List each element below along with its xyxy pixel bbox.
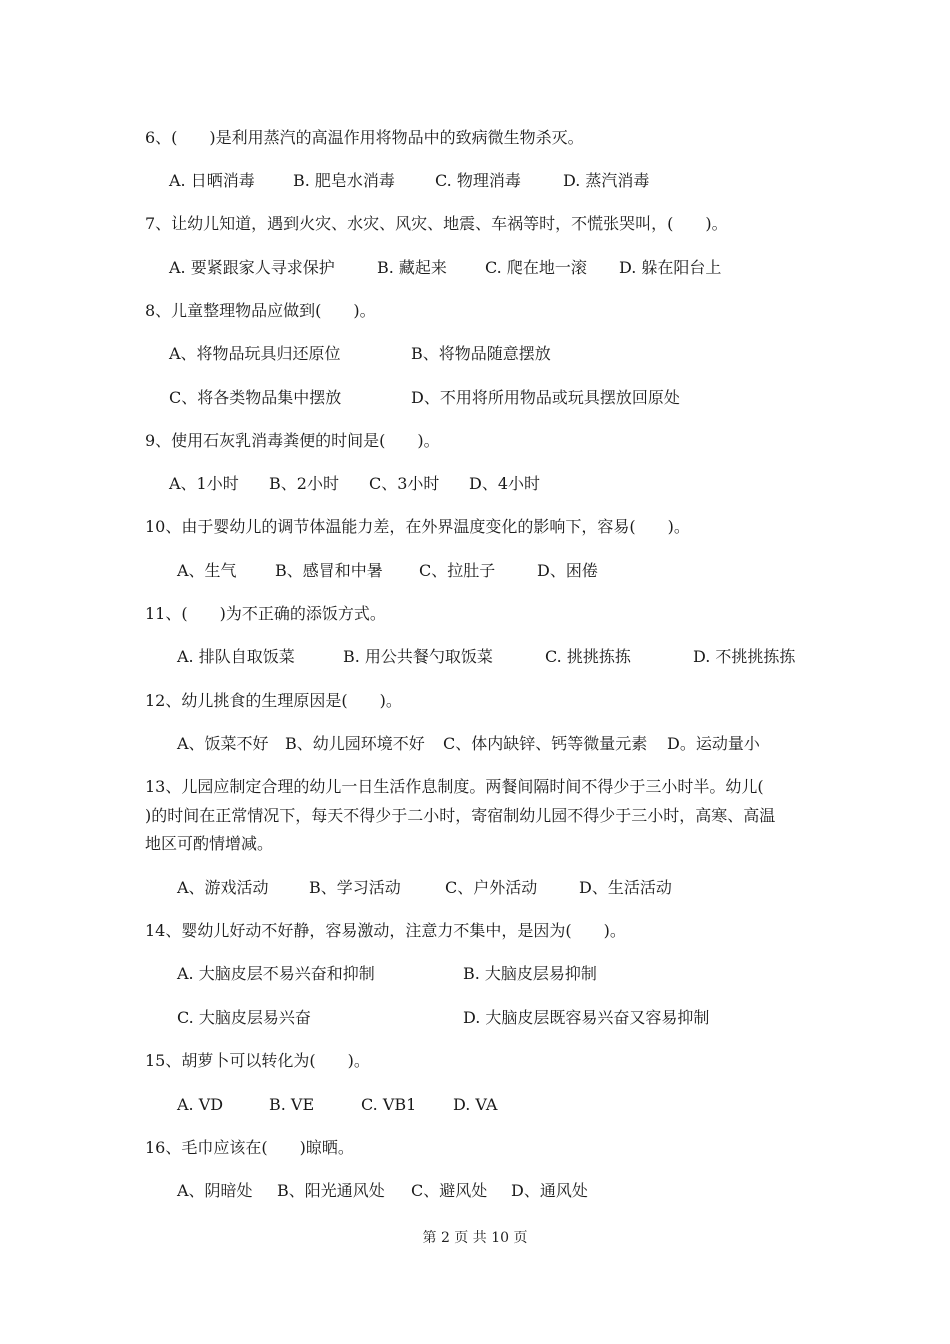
option-c: C. 物理消毒 [435,171,521,190]
option-c: C、避风处 [411,1181,488,1200]
option-a: A. 要紧跟家人寻求保护 [169,258,335,277]
option-b: B、将物品随意摆放 [411,344,551,363]
option-c: C、体内缺锌、钙等微量元素 [443,734,648,753]
option-a: A、1小时 [169,474,239,493]
option-a: A. 日晒消毒 [169,171,255,190]
question-16: 16、毛巾应该在( )晾晒。 [145,1138,354,1157]
question-6: 6、( )是利用蒸汽的高温作用将物品中的致病微生物杀灭。 [145,128,584,147]
option-b: B. 大脑皮层易抑制 [463,964,597,983]
option-b: B. 肥皂水消毒 [293,171,395,190]
option-d: D. 躲在阳台上 [619,258,722,277]
option-d: D、困倦 [537,561,598,580]
option-c: C. 大脑皮层易兴奋 [177,1008,311,1027]
page-footer: 第 2 页 共 10 页 [422,1230,528,1246]
option-a: A、生气 [177,561,237,580]
option-a: A. VD [177,1095,224,1114]
option-a: A、阴暗处 [177,1181,253,1200]
option-a: A、游戏活动 [177,878,269,897]
option-c: C. 挑挑拣拣 [545,647,631,666]
question-7: 7、让幼儿知道，遇到火灾、水灾、风灾、地震、车祸等时，不慌张哭叫，( )。 [145,214,728,233]
option-d: D、通风处 [511,1181,588,1200]
option-a: A、饭菜不好 [177,734,269,753]
option-d: D. 蒸汽消毒 [563,171,650,190]
option-d: D. 大脑皮层既容易兴奋又容易抑制 [463,1008,710,1027]
option-d: D、生活活动 [579,878,672,897]
option-b: B、感冒和中暑 [275,561,383,580]
option-c: C、3小时 [369,474,440,493]
option-c: C. 爬在地一滚 [485,258,587,277]
option-d: D。运动量小 [667,734,760,753]
option-d: D、不用将所用物品或玩具摆放回原处 [411,388,680,407]
question-13-line-3: 地区可酌情增减。 [145,834,274,853]
option-b: B. 藏起来 [377,258,447,277]
option-d: D. 不挑挑拣拣 [693,647,796,666]
question-13-line-1: 13、儿园应制定合理的幼儿一日生活作息制度。两餐间隔时间不得少于三小时半。幼儿( [145,777,764,796]
option-d: D、4小时 [469,474,541,493]
option-c: C、户外活动 [445,878,538,897]
question-15: 15、胡萝卜可以转化为( )。 [145,1051,370,1070]
option-b: B、学习活动 [309,878,401,897]
question-9: 9、使用石灰乳消毒粪便的时间是( )。 [145,431,440,450]
option-b: B. VE [269,1095,315,1114]
option-b: B. 用公共餐勺取饭菜 [343,647,493,666]
option-b: B、幼儿园环境不好 [285,734,425,753]
question-13-line-2: )的时间在正常情况下，每天不得少于二小时，寄宿制幼儿园不得少于三小时，高寒、高温 [145,806,776,825]
option-b: B、2小时 [269,474,339,493]
question-8: 8、儿童整理物品应做到( )。 [145,301,376,320]
option-c: C、拉肚子 [419,561,496,580]
question-10: 10、由于婴幼儿的调节体温能力差，在外界温度变化的影响下，容易( )。 [145,517,690,536]
option-a: A、将物品玩具归还原位 [169,344,341,363]
question-12: 12、幼儿挑食的生理原因是( )。 [145,691,402,710]
option-a: A. 排队自取饭菜 [177,647,295,666]
option-a: A. 大脑皮层不易兴奋和抑制 [177,964,375,983]
question-14: 14、婴幼儿好动不好静，容易激动，注意力不集中，是因为( )。 [145,921,626,940]
question-11: 11、( )为不正确的添饭方式。 [145,604,386,623]
option-c: C、将各类物品集中摆放 [169,388,342,407]
option-d: D. VA [453,1095,498,1114]
option-c: C. VB1 [361,1095,417,1114]
option-b: B、阳光通风处 [277,1181,385,1200]
